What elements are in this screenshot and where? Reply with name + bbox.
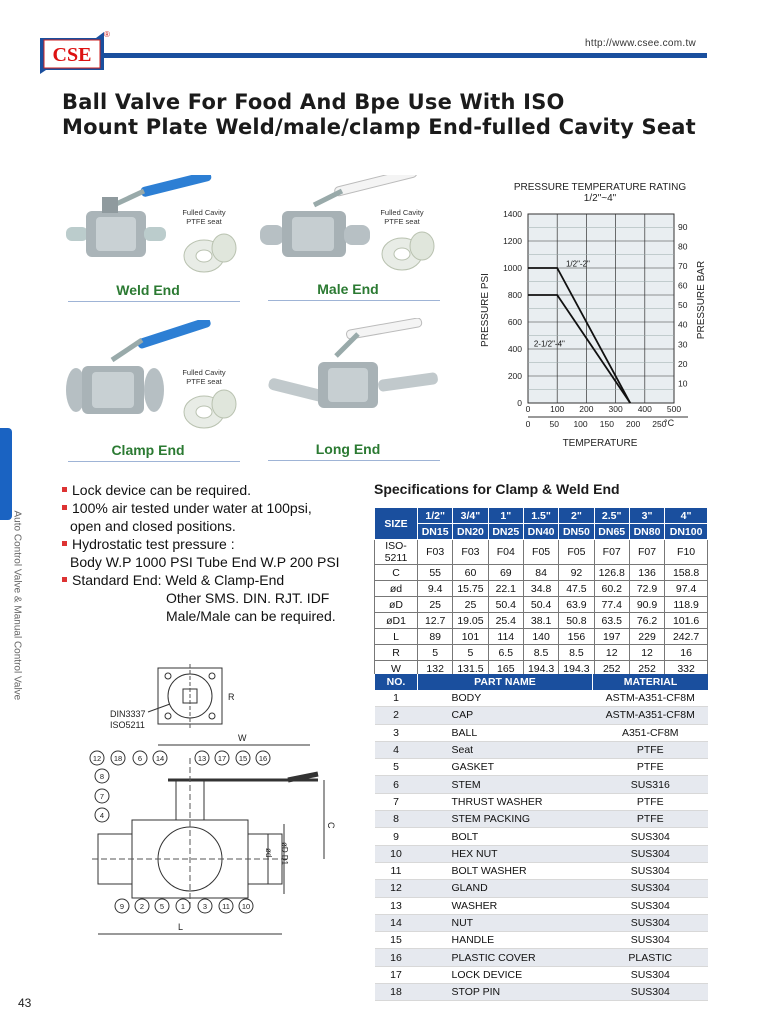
x-axis-label: TEMPERATURE (562, 438, 638, 449)
ptfe-seat-icon (180, 230, 240, 281)
size-dn-header: DN100 (665, 524, 708, 540)
table-row (375, 690, 709, 707)
part-no: 9 (375, 828, 418, 845)
table-cell: 252 (629, 661, 664, 677)
page-title (62, 90, 696, 140)
list-item-cont: Body W.P 1000 PSI Tube End W.P 200 PSI (70, 554, 340, 570)
dim-r-label: R (228, 692, 235, 702)
table-cell: 72.9 (629, 581, 664, 597)
part-no: 4 (375, 741, 418, 758)
col-part-header: PART NAME (418, 674, 593, 690)
table-row (375, 984, 709, 1001)
table-cell: 118.9 (665, 597, 708, 613)
part-material: PTFE (593, 741, 709, 758)
part-name: BOLT WASHER (418, 862, 593, 879)
table-cell: 89 (418, 629, 453, 645)
table-row (375, 811, 709, 828)
list-item: 100% air tested under water at 100psi, (62, 499, 362, 517)
col-no-header: NO. (375, 674, 418, 690)
table-row (375, 914, 709, 931)
x-tick-c: 0 (525, 419, 531, 429)
long-end-valve-photo (262, 318, 452, 438)
table-cell: 50.4 (488, 597, 523, 613)
table-row (375, 597, 708, 613)
size-inch-header: 2" (559, 508, 594, 524)
table-row (375, 565, 708, 581)
y-tick-left: 800 (507, 290, 522, 300)
title-line-2: Mount Plate Weld/male/clamp End-fulled Cavity Seat (62, 115, 696, 139)
part-name: STOP PIN (418, 984, 593, 1001)
part-material: ASTM-A351-CF8M (593, 690, 709, 707)
table-cell: 25 (418, 597, 453, 613)
size-inch-header: 1.5" (523, 508, 558, 524)
table-row (375, 966, 709, 983)
row-label: C (375, 565, 418, 581)
y-tick-left: 1200 (503, 236, 522, 246)
male-seat-label: Fulled Cavity PTFE seat (380, 208, 424, 226)
table-cell: 50.4 (523, 597, 558, 613)
y-axis-label-left: PRESSURE PSI (480, 273, 491, 347)
part-material: ASTM-A351-CF8M (593, 707, 709, 724)
size-dn-header: DN50 (559, 524, 594, 540)
side-tab (0, 428, 12, 520)
list-item: Standard End: Weld & Clamp-End (62, 571, 362, 589)
table-cell: 15.75 (453, 581, 488, 597)
registered-mark: ® (104, 30, 110, 39)
table-cell: F03 (453, 540, 488, 565)
part-name: CAP (418, 707, 593, 724)
size-header: SIZE (375, 508, 418, 540)
table-cell: 5 (453, 645, 488, 661)
list-item-cont: Other SMS. DIN. RJT. IDF (166, 590, 330, 606)
table-row (375, 776, 709, 793)
ptfe-seat-icon (378, 228, 438, 279)
part-name: BODY (418, 690, 593, 707)
part-balloon-number: 6 (137, 754, 143, 763)
x-axis-unit: °C (664, 418, 675, 428)
table-cell: 97.4 (665, 581, 708, 597)
table-cell: 8.5 (523, 645, 558, 661)
size-inch-header: 1" (488, 508, 523, 524)
part-balloon-number: 4 (99, 811, 105, 820)
part-name: STEM (418, 776, 593, 793)
part-name: Seat (418, 741, 593, 758)
part-name: PLASTIC COVER (418, 949, 593, 966)
part-material: SUS304 (593, 984, 709, 1001)
part-material: SUS304 (593, 862, 709, 879)
photo-caption-male: Male End (317, 281, 379, 297)
size-inch-header: 2.5" (594, 508, 629, 524)
part-balloon-number: 14 (155, 754, 165, 763)
table-cell: 60.2 (594, 581, 629, 597)
size-dn-header: DN15 (418, 524, 453, 540)
table-cell: 229 (629, 629, 664, 645)
part-material: PTFE (593, 793, 709, 810)
part-balloon-number: 13 (197, 754, 207, 763)
y-tick-right: 90 (678, 221, 688, 232)
part-material: PLASTIC (593, 949, 709, 966)
valve-technical-drawing (88, 662, 358, 942)
table-row (375, 793, 709, 810)
part-balloon-number: 5 (159, 902, 165, 911)
table-cell: 12 (629, 645, 664, 661)
pressure-temperature-chart (474, 200, 724, 452)
x-tick-f: 100 (550, 404, 565, 414)
title-line-1: Ball Valve For Food And Bpe Use With ISO (62, 90, 565, 114)
caption-underline (268, 460, 440, 461)
caption-underline (268, 300, 440, 301)
table-cell: 101 (453, 629, 488, 645)
part-no: 6 (375, 776, 418, 793)
part-material: SUS304 (593, 880, 709, 897)
x-tick-f: 500 (666, 404, 682, 414)
table-cell: 140 (523, 629, 558, 645)
y-tick-left: 1000 (503, 263, 522, 273)
spec-table (374, 507, 708, 677)
part-name: HANDLE (418, 932, 593, 949)
x-tick-c: 150 (599, 419, 614, 429)
row-label: R (375, 645, 418, 661)
part-no: 11 (375, 862, 418, 879)
part-no: 10 (375, 845, 418, 862)
table-cell: 55 (418, 565, 453, 581)
table-cell: 197 (594, 629, 629, 645)
part-name: BALL (418, 724, 593, 741)
table-cell: 63.9 (559, 597, 594, 613)
table-cell: F07 (629, 540, 664, 565)
y-tick-left: 200 (507, 371, 522, 381)
x-tick-f: 0 (525, 404, 531, 414)
table-cell: 50.8 (559, 613, 594, 629)
y-tick-right: 70 (678, 260, 688, 271)
part-no: 18 (375, 984, 418, 1001)
size-dn-header: DN20 (453, 524, 488, 540)
photo-caption-weld: Weld End (116, 282, 180, 298)
photo-caption-clamp: Clamp End (111, 442, 185, 458)
part-balloon-number: 2 (139, 902, 145, 911)
table-row (375, 741, 709, 758)
caption-underline (68, 461, 240, 462)
table-cell: 92 (559, 565, 594, 581)
part-no: 1 (375, 690, 418, 707)
size-dn-header: DN65 (594, 524, 629, 540)
part-name: HEX NUT (418, 845, 593, 862)
part-balloon-number: 12 (92, 754, 102, 763)
table-cell: 25.4 (488, 613, 523, 629)
caption-underline (68, 301, 240, 302)
page-number: 43 (18, 996, 32, 1010)
table-row (375, 759, 709, 776)
part-material: SUS304 (593, 932, 709, 949)
size-inch-header: 3/4" (453, 508, 488, 524)
table-cell: 84 (523, 565, 558, 581)
table-row (375, 613, 708, 629)
list-item: Hydrostatic test pressure : (62, 535, 362, 553)
std-label-din: DIN3337 (110, 709, 146, 719)
spec-table-title: Specifications for Clamp & Weld End (374, 481, 620, 497)
part-name: GASKET (418, 759, 593, 776)
part-balloon-number: 17 (217, 754, 227, 763)
y-tick-right: 20 (678, 358, 688, 369)
row-label: øD1 (375, 613, 418, 629)
table-cell: 5 (418, 645, 453, 661)
std-label-iso: ISO5211 (110, 720, 145, 730)
size-inch-header: 1/2" (418, 508, 453, 524)
part-material: SUS304 (593, 966, 709, 983)
table-cell: F05 (559, 540, 594, 565)
y-tick-right: 50 (678, 300, 688, 311)
part-balloon-number: 15 (238, 754, 248, 763)
table-cell: 156 (559, 629, 594, 645)
table-cell: 34.8 (523, 581, 558, 597)
part-balloon-number: 7 (99, 792, 105, 801)
size-inch-header: 4" (665, 508, 708, 524)
dim-l-label: L (178, 922, 184, 932)
part-material: A351-CF8M (593, 724, 709, 741)
table-cell: 131.5 (453, 661, 488, 677)
part-balloon-number: 16 (258, 754, 268, 763)
dim-w-label: W (238, 733, 247, 743)
table-row (375, 724, 709, 741)
table-row (375, 540, 708, 565)
part-no: 15 (375, 932, 418, 949)
table-cell: 332 (665, 661, 708, 677)
table-cell: 22.1 (488, 581, 523, 597)
website-url[interactable]: http://www.csee.com.tw (585, 38, 697, 49)
x-tick-c: 250 (652, 419, 667, 429)
x-tick-c: 50 (549, 419, 560, 429)
table-cell: 158.8 (665, 565, 708, 581)
dim-d-label: ød (264, 848, 273, 858)
part-no: 3 (375, 724, 418, 741)
table-row (375, 949, 709, 966)
part-no: 5 (375, 759, 418, 776)
table-cell: 16 (665, 645, 708, 661)
table-cell: 252 (594, 661, 629, 677)
y-tick-left: 400 (507, 344, 522, 354)
x-tick-c: 100 (573, 419, 588, 429)
size-dn-header: DN40 (523, 524, 558, 540)
weld-seat-label: Fulled Cavity PTFE seat (182, 208, 226, 226)
y-tick-right: 10 (678, 378, 688, 389)
table-cell: 136 (629, 565, 664, 581)
series-label: 2-1/2"-4" (533, 339, 565, 349)
y-tick-right: 30 (678, 339, 688, 350)
table-row (375, 897, 709, 914)
part-name: GLAND (418, 880, 593, 897)
table-cell: 126.8 (594, 565, 629, 581)
svg-text:CSE: CSE (52, 44, 92, 66)
table-cell: 132 (418, 661, 453, 677)
table-cell: 242.7 (665, 629, 708, 645)
part-name: BOLT (418, 828, 593, 845)
part-material: SUS304 (593, 828, 709, 845)
table-cell: 12 (594, 645, 629, 661)
table-cell: 90.9 (629, 597, 664, 613)
table-row (375, 845, 709, 862)
part-name: LOCK DEVICE (418, 966, 593, 983)
part-name: NUT (418, 914, 593, 931)
row-label: L (375, 629, 418, 645)
table-cell: F05 (523, 540, 558, 565)
table-row (375, 629, 708, 645)
part-balloon-number: 9 (119, 902, 125, 911)
ptfe-seat-icon (180, 386, 240, 437)
chart-grid (528, 214, 674, 403)
table-cell: F04 (488, 540, 523, 565)
clamp-seat-label: Fulled Cavity PTFE seat (182, 368, 226, 386)
table-cell: 60 (453, 565, 488, 581)
y-tick-right: 40 (678, 319, 688, 330)
part-no: 7 (375, 793, 418, 810)
header-rule (95, 53, 707, 58)
x-tick-f: 200 (579, 404, 594, 414)
table-cell: 77.4 (594, 597, 629, 613)
y-axis-label-right: PRESSURE BAR (696, 260, 707, 340)
part-balloons (90, 751, 270, 913)
row-label: øD (375, 597, 418, 613)
part-name: WASHER (418, 897, 593, 914)
part-material: PTFE (593, 759, 709, 776)
table-row (375, 862, 709, 879)
row-label: ød (375, 581, 418, 597)
table-cell: 25 (453, 597, 488, 613)
feature-list (62, 481, 362, 625)
table-row (375, 828, 709, 845)
part-no: 17 (375, 966, 418, 983)
part-material: SUS304 (593, 845, 709, 862)
part-material: SUS304 (593, 897, 709, 914)
table-cell: 194.3 (523, 661, 558, 677)
parts-table (374, 674, 708, 1001)
table-cell: F03 (418, 540, 453, 565)
table-cell: 101.6 (665, 613, 708, 629)
y-tick-left: 1400 (503, 209, 522, 219)
list-item-cont: open and closed positions. (70, 518, 236, 534)
series-label: 1/2"-2" (565, 259, 590, 269)
part-balloon-number: 8 (99, 772, 105, 781)
part-balloon-number: 11 (222, 902, 230, 911)
table-row (375, 645, 708, 661)
part-no: 13 (375, 897, 418, 914)
table-cell: 8.5 (559, 645, 594, 661)
table-cell: F10 (665, 540, 708, 565)
y-tick-right: 80 (678, 241, 688, 252)
size-dn-header: DN25 (488, 524, 523, 540)
table-row (375, 581, 708, 597)
table-row (375, 932, 709, 949)
table-cell: 76.2 (629, 613, 664, 629)
side-category-label: Auto Control Valve & Manual Control Valve (11, 510, 23, 701)
list-item-cont: Male/Male can be required. (166, 608, 336, 624)
row-label: ISO-5211 (375, 540, 418, 565)
part-balloon-number: 3 (202, 902, 208, 911)
table-cell: 9.4 (418, 581, 453, 597)
part-material: SUS316 (593, 776, 709, 793)
col-material-header: MATERIAL (593, 674, 709, 690)
part-name: STEM PACKING (418, 811, 593, 828)
part-no: 8 (375, 811, 418, 828)
y-tick-right: 60 (678, 280, 688, 291)
table-cell: 69 (488, 565, 523, 581)
part-balloon-number: 1 (180, 902, 186, 911)
cse-logo (38, 30, 108, 74)
part-no: 12 (375, 880, 418, 897)
part-balloon-number: 18 (113, 754, 123, 763)
photo-caption-long: Long End (315, 441, 381, 457)
dim-d1-label: øD D1 (280, 842, 289, 866)
table-cell: 47.5 (559, 581, 594, 597)
part-material: SUS304 (593, 914, 709, 931)
dim-c-label: C (326, 822, 336, 829)
x-tick-f: 400 (637, 404, 652, 414)
table-cell: 165 (488, 661, 523, 677)
y-tick-left: 0 (517, 398, 522, 408)
x-tick-c: 200 (626, 419, 641, 429)
part-name: THRUST WASHER (418, 793, 593, 810)
table-cell: 38.1 (523, 613, 558, 629)
part-material: PTFE (593, 811, 709, 828)
table-cell: F07 (594, 540, 629, 565)
size-inch-header: 3" (629, 508, 664, 524)
list-item: Lock device can be required. (62, 481, 362, 499)
table-cell: 63.5 (594, 613, 629, 629)
table-cell: 6.5 (488, 645, 523, 661)
x-tick-f: 300 (608, 404, 623, 414)
table-cell: 19.05 (453, 613, 488, 629)
table-row (375, 880, 709, 897)
y-tick-left: 600 (507, 317, 522, 327)
table-cell: 114 (488, 629, 523, 645)
part-no: 2 (375, 707, 418, 724)
part-no: 16 (375, 949, 418, 966)
chart-title: PRESSURE TEMPERATURE RATING 1/2"~4" (513, 182, 687, 204)
part-balloon-number: 10 (241, 902, 251, 911)
table-row (375, 707, 709, 724)
row-label: W (375, 661, 418, 677)
part-no: 14 (375, 914, 418, 931)
table-cell: 194.3 (559, 661, 594, 677)
table-cell: 12.7 (418, 613, 453, 629)
size-dn-header: DN80 (629, 524, 664, 540)
